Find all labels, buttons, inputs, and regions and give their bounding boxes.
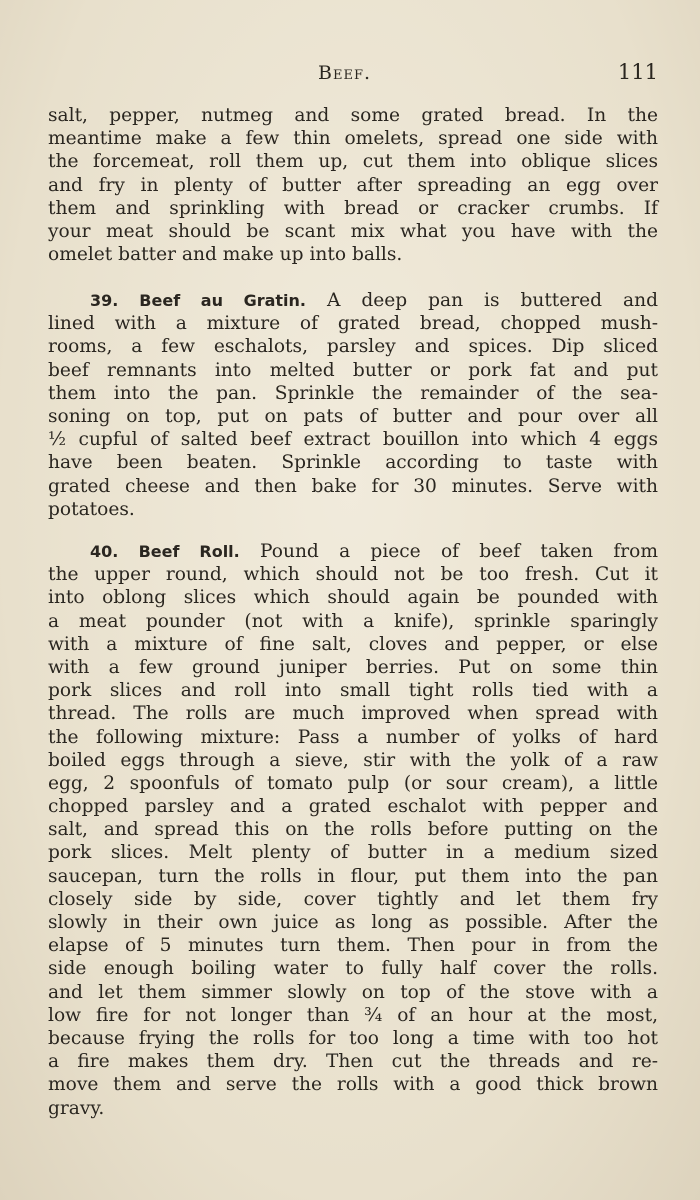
text-line: side enough boiling water to fully half cover the rolls. xyxy=(48,958,658,980)
recipe-40 xyxy=(48,540,658,1120)
recipe-heading-line xyxy=(48,540,658,563)
text-line: pork slices and roll into small tight rolls tied with a xyxy=(48,680,658,702)
text-line: salt, pepper, nutmeg and some grated bread. In the xyxy=(48,105,658,126)
text-line: and fry in plenty of butter after spreading an egg over xyxy=(48,174,658,196)
text-line: because frying the rolls for too long a time with too hot xyxy=(48,1027,658,1049)
text-line: the upper round, which should not be too fresh. Cut it xyxy=(48,564,658,586)
text-line: salt, and spread this on the rolls before putting on the xyxy=(48,819,658,841)
text-line: low fire for not longer than ¾ of an hour at the most, xyxy=(48,1004,658,1026)
text-line: beef remnants into melted butter or pork fat and put xyxy=(48,359,658,381)
text-line: egg, 2 spoonfuls of tomato pulp (or sour cream), a little xyxy=(48,772,658,794)
text-line: grated cheese and then bake for 30 minutes. Serve with xyxy=(48,475,658,497)
text-line: with a few ground juniper berries. Put on some thin xyxy=(48,656,658,678)
recipe-number: 39. xyxy=(90,291,119,310)
running-head xyxy=(48,60,658,90)
recipe-title: Beef Roll. xyxy=(138,542,240,561)
text-line: potatoes. xyxy=(48,498,135,520)
text-line: saucepan, turn the rolls in flour, put them into the pan xyxy=(48,865,658,887)
text-line: ½ cupful of salted beef extract bouillon into which 4 eggs xyxy=(48,429,658,451)
text-line: soning on top, put on pats of butter and pour over all xyxy=(48,405,658,427)
recipe-title: Beef au Gratin. xyxy=(139,291,306,310)
text-line: your meat should be scant mix what you have with the xyxy=(48,220,658,242)
text-line: slowly in their own juice as long as possible. After the xyxy=(48,912,658,933)
recipe-heading-line xyxy=(48,289,658,312)
recipe-39 xyxy=(48,289,658,521)
text-fragment: A deep pan is buttered and xyxy=(326,290,658,311)
text-line: omelet batter and make up into balls. xyxy=(48,244,403,266)
text-line: into oblong slices which should again be pounded with xyxy=(48,587,658,609)
text-line: meantime make a few thin omelets, spread one side with xyxy=(48,128,658,150)
text-line: lined with a mixture of grated bread, chopped mush- xyxy=(48,313,658,335)
text-line: with a mixture of fine salt, cloves and pepper, or else xyxy=(48,633,658,655)
text-line: them and sprinkling with bread or cracker crumbs. If xyxy=(48,197,658,219)
text-line: thread. The rolls are much improved when spread with xyxy=(48,703,658,725)
running-title: Beef. xyxy=(318,62,372,84)
recipe-number: 40. xyxy=(90,542,119,561)
text-line: have been beaten. Sprinkle according to taste with xyxy=(48,452,658,474)
text-line: a meat pounder (not with a knife), sprinkle sparingly xyxy=(48,610,658,632)
text-line: them into the pan. Sprinkle the remainder of the sea- xyxy=(48,382,658,404)
text-line: the forcemeat, roll them up, cut them into oblique slices xyxy=(48,151,658,173)
text-line: rooms, a few eschalots, parsley and spices. Dip sliced xyxy=(48,336,658,358)
text-line: and let them simmer slowly on top of the stove with a xyxy=(48,981,658,1003)
text-line: boiled eggs through a sieve, stir with the yolk of a raw xyxy=(48,749,658,771)
text-line: chopped parsley and a grated eschalot with pepper and xyxy=(48,796,658,818)
text-line: a fire makes them dry. Then cut the threads and re- xyxy=(48,1051,658,1073)
text-line: closely side by side, cover tightly and let them fry xyxy=(48,888,658,910)
text-line: the following mixture: Pass a number of yolks of hard xyxy=(48,726,658,748)
text-line: elapse of 5 minutes turn them. Then pour in from the xyxy=(48,935,658,957)
text-line: move them and serve the rolls with a good thick brown xyxy=(48,1074,658,1096)
text-fragment: Pound a piece of beef taken from xyxy=(260,541,658,562)
paragraph-continued xyxy=(48,104,658,266)
text-line: pork slices. Melt plenty of butter in a medium sized xyxy=(48,842,658,864)
page-number: 111 xyxy=(617,60,658,84)
text-line: gravy. xyxy=(48,1097,105,1119)
